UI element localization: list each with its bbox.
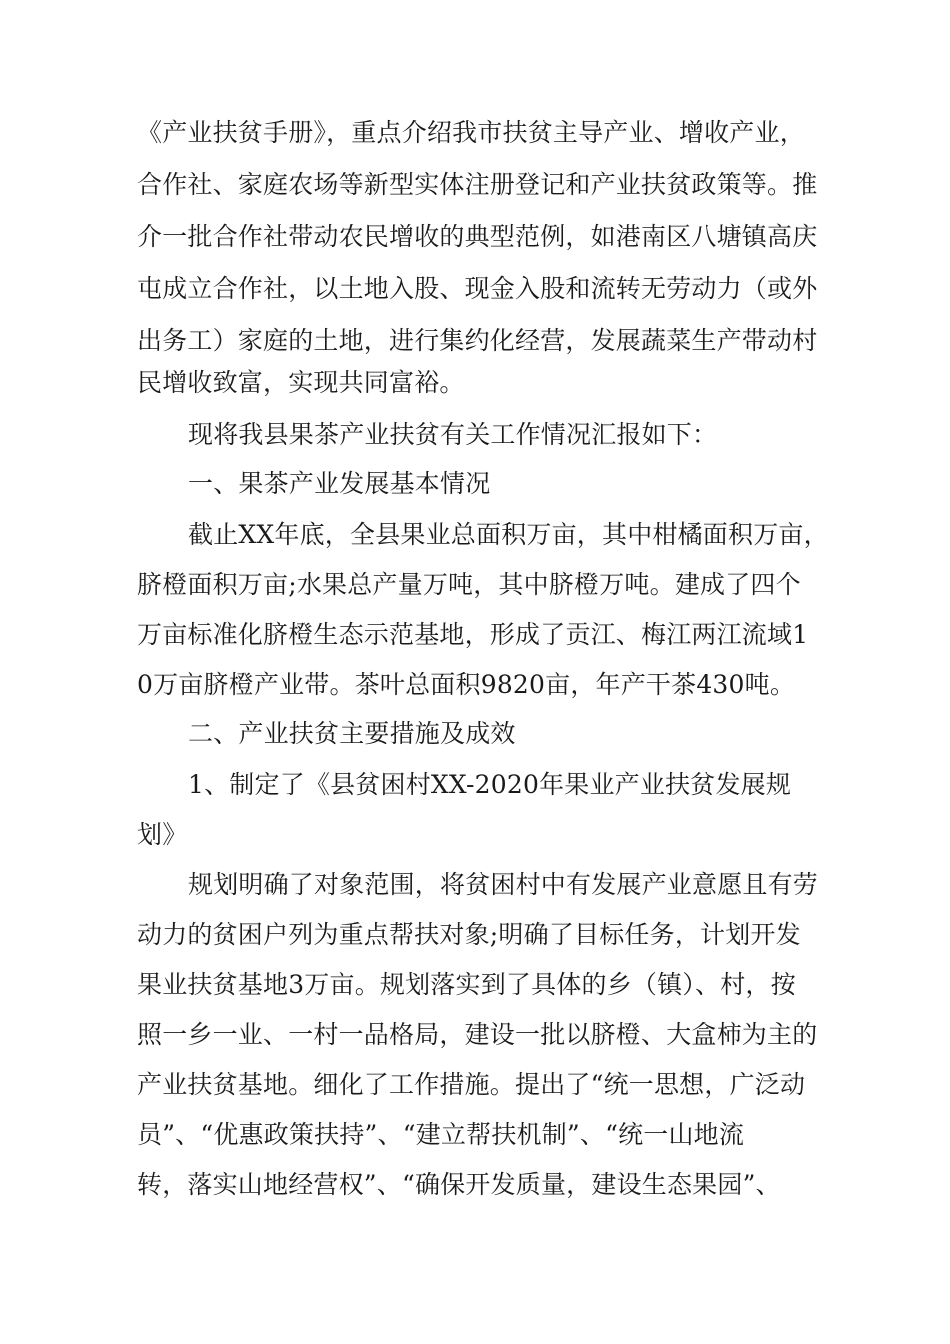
text-line: 《产业扶贫手册》，重点介绍我市扶贫主导产业、增收产业， [137,118,805,147]
paragraph-intro: 现将我县果茶产业扶贫有关工作情况汇报如下： [188,420,718,449]
text-line: 出务工）家庭的土地，进行集约化经营，发展蔬菜生产带动村 [137,326,818,355]
text-line: 果业扶贫基地3万亩。规划落实到了具体的乡（镇）、村，按 [137,970,796,999]
text-line: 民增收致富，实现共同富裕。 [137,368,465,397]
text-line: 产业扶贫基地。细化了工作措施。提出了“统一思想，广泛动 [137,1070,806,1099]
text-line: 照一乡一业、一村一品格局，建设一批以脐橙、大盒柿为主的 [137,1020,818,1049]
text-line: 0万亩脐橙产业带。茶叶总面积9820亩，年产干茶430吨。 [137,670,796,699]
section-heading-1: 一、果茶产业发展基本情况 [188,469,491,498]
text-line: 屯成立合作社，以土地入股、现金入股和流转无劳动力（或外 [137,274,818,303]
text-line: 脐橙面积万亩;水果总产量万吨，其中脐橙万吨。建成了四个 [137,570,801,599]
text-line: 万亩标准化脐橙生态示范基地，形成了贡江、梅江两江流域1 [137,620,809,649]
subsection-heading-cont: 划》 [137,820,188,849]
text-line: 规划明确了对象范围，将贫困村中有发展产业意愿且有劳 [188,870,819,899]
text-line: 介一批合作社带动农民增收的典型范例，如港南区八塘镇高庆 [137,222,818,251]
text-line: 合作社、家庭农场等新型实体注册登记和产业扶贫政策等。推 [137,170,818,199]
subsection-heading: 1、制定了《县贫困村XX-2020年果业产业扶贫发展规 [188,770,792,799]
text-line: 转，落实山地经营权”、“确保开发质量，建设生态果园”、 [137,1170,781,1199]
text-line: 动力的贫困户列为重点帮扶对象;明确了目标任务，计划开发 [137,920,801,949]
text-line: 截止XX年底，全县果业总面积万亩，其中柑橘面积万亩， [188,520,829,549]
section-heading-2: 二、产业扶贫主要措施及成效 [188,719,516,748]
text-line: 员”、“优惠政策扶持”、“建立帮扶机制”、“统一山地流 [137,1120,745,1149]
